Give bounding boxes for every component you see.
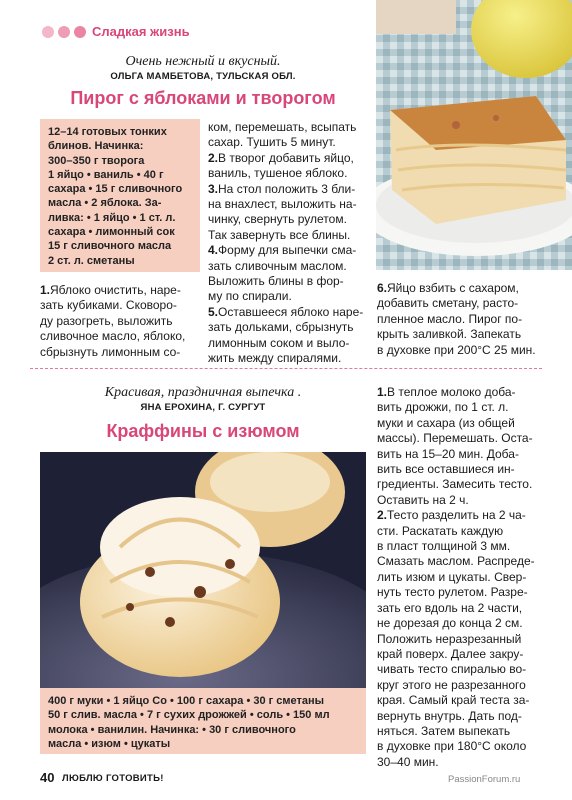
step-text: Оставить на 2 ч. [377,492,469,507]
step-line [40,298,204,313]
step-text: зать кубиками. Сковоро- [40,298,177,313]
step-text: нуть тесто рулетом. Разре- [377,585,528,600]
recipe1-title: Пирог с яблоками и творогом [70,88,336,108]
step-line [208,135,373,150]
step-line [208,212,373,227]
recipe1-ingredients [40,119,200,272]
decor-dot [42,26,54,38]
step-line [377,477,549,492]
step-line [208,320,373,335]
craffin-illustration [40,452,366,688]
step-line [377,585,549,600]
ingredient-line: 15 г сливочного масла [48,240,172,253]
ingredient-line: сахара • лимонный сок [48,226,175,239]
step-line [377,601,549,616]
step-text: пленное масло. Пирог по- [377,311,523,326]
step-line [377,647,549,662]
step-text: вить дрожжи, по 1 ст. л. [377,400,509,415]
step-line [377,554,549,569]
step-text: Так завернуть все блины. [208,227,351,242]
step-text: 30–40 мин. [377,754,439,769]
step-text: в пласт толщиной 3 мм. [377,539,511,554]
step-line [377,296,547,311]
recipe2-author: ЯНА ЕРОХИНА, Г. СУРГУТ [140,402,266,413]
step-line [208,151,373,166]
step-text: крыть заливкой. Запекать [377,327,522,342]
step-line [377,400,549,415]
step-line [208,289,373,304]
magazine-name: ЛЮБЛЮ ГОТОВИТЬ! [62,773,164,784]
step-text: няться. Затем выпекать [377,723,511,738]
step-line [377,343,547,358]
watermark: PassionForum.ru [448,774,521,785]
step-text: ком, перемешать, всыпать [208,120,357,134]
step-text: Выложить блины в фор- [208,274,344,289]
step-text: вить на 15–20 мин. Доба- [377,446,519,461]
step-text: муки и сахара (из общей [377,415,515,430]
step-text: круг этого не разрезанного [377,677,526,692]
step-line [377,312,547,327]
step-text: Форму для выпечки сма- [218,243,357,258]
step-line [40,329,204,344]
step-line [377,281,547,296]
step-line [40,283,204,298]
decor-dot [74,26,86,38]
step-text: В творог добавить яйцо, [218,150,354,165]
step-text: На стол положить 3 бли- [218,181,356,196]
step-text: вернуть внутрь. Дать под- [377,708,522,723]
step-line [208,243,373,258]
step-text: в духовке при 180°С около [377,739,527,754]
step-line [208,228,373,243]
step-text: лимонным соком и выло- [208,335,350,350]
step-text: ваниль, тушеное яблоко. [208,166,348,181]
step-text: В теплое молоко доба- [387,385,516,399]
recipe2-steps [377,385,549,770]
step-line [208,120,373,135]
recipe1-steps-col2 [208,120,373,367]
craffin-photo [40,452,366,688]
step-line [377,739,549,754]
step-number: 1. [377,385,388,399]
step-line [208,197,373,212]
ingredient-line: масла • 2 яблока. За- [48,197,162,210]
step-line [208,305,373,320]
ingredient-line: 300–350 г творога [48,154,145,167]
step-text: Оставшееся яблоко наре- [218,304,364,319]
step-text: сти. Раскатать каждую [377,523,504,538]
ingredient-line: ливка: • 1 яйцо • 1 ст. л. [48,211,176,224]
step-line [208,166,373,181]
recipe1-subtitle: Очень нежный и вкусный. [125,54,281,69]
step-line [377,431,549,446]
step-line [377,493,549,508]
step-number: 4. [208,243,219,258]
step-line [40,314,204,329]
ingredient-line: 1 яйцо • ваниль • 40 г [48,168,164,181]
step-line [377,724,549,739]
step-line [377,678,549,693]
step-text: сбрызнуть лимонным со- [40,344,181,359]
step-text: Положить неразрезанный [377,631,522,646]
recipe2-title: Краффины с изюмом [106,421,300,441]
step-line [377,632,549,647]
step-line [208,274,373,289]
step-line [40,345,204,360]
step-line [377,662,549,677]
step-line [208,182,373,197]
step-text: ду разогреть, выложить [40,313,173,328]
ingredient-line: масла • изюм • цукаты [48,737,171,750]
pie-illustration [376,0,572,270]
step-line [208,336,373,351]
step-text: Яблоко очистить, наре- [50,283,181,297]
step-text: зать дольками, сбрызнуть [208,320,354,335]
recipe1-author: ОЛЬГА МАМБЕТОВА, ТУЛЬСКАЯ ОБЛ. [110,71,296,82]
section-divider [30,368,542,369]
recipe1-steps-col1 [40,283,204,360]
recipe2-ingredients [40,688,366,754]
step-text: му по спирали. [208,289,292,304]
pie-photo [376,0,572,270]
decor-dot [58,26,70,38]
step-text: на внахлест, выложить на- [208,197,357,212]
step-text: край поверх. Далее закру- [377,646,524,661]
step-line [377,327,547,342]
step-text: в духовке при 200°С 25 мин. [377,342,536,357]
step-text: массы). Перемешать. Оста- [377,431,533,446]
ingredient-line: 400 г муки • 1 яйцо Со • 100 г сахара • 30 г сметаны [48,695,325,707]
step-number: 3. [208,181,219,196]
step-line [377,416,549,431]
recipe2-subtitle: Красивая, праздничная выпечка . [104,385,302,400]
page-number: 40 [40,770,55,785]
step-text: Смазать маслом. Распреде- [377,554,535,569]
ingredient-line: 2 ст. л. сметаны [48,254,135,267]
step-text: Тесто разделить на 2 ча- [387,508,526,523]
step-number: 2. [377,508,388,523]
step-line [377,709,549,724]
step-line [208,259,373,274]
step-line [377,508,549,523]
step-line [377,693,549,708]
step-text: зать сливочным маслом. [208,258,347,273]
step-number: 2. [208,150,219,165]
step-text: сливочное масло, яблоко, [40,329,186,344]
ingredient-line: молока • ванилин. Начинка: • 30 г сливочного [48,723,296,736]
ingredient-line: 50 г слив. масла • 7 г сухих дрожжей • соль • 150 мл [48,709,330,722]
ingredient-line: сахара • 15 г сливочного [48,183,183,196]
ingredient-line: блинов. Начинка: [48,140,144,153]
step-text: лить изюм и цукаты. Свер- [377,569,527,584]
step-line [377,616,549,631]
step-line [377,524,549,539]
step-number: 6. [377,281,388,295]
step-line [208,351,373,366]
step-text: жить между спиралями. [208,351,342,366]
step-text: края. Самый край теста за- [377,693,530,708]
step-text: гредиенты. Замесить тесто. [377,477,533,492]
ingredient-line: 12–14 готовых тонких [48,126,167,138]
step-line [377,385,549,400]
step-text: сахар. Тушить 5 минут. [208,135,336,150]
step-text: вить все оставшиеся ин- [377,462,515,477]
step-line [377,462,549,477]
step-line [377,755,549,770]
step-text: Яйцо взбить с сахаром, [387,281,519,295]
step-line [377,447,549,462]
step-text: не дорезая до конца 2 см. [377,616,523,631]
step-text: чинку, свернуть рулетом. [208,212,347,227]
step-number: 1. [40,283,51,297]
section-title: Сладкая жизнь [92,24,190,39]
step-text: добавить сметану, расто- [377,296,519,311]
step-text: чивать тесто спиралью во- [377,662,527,677]
step-line [377,539,549,554]
recipe1-steps-col3 [377,281,547,358]
step-text: зать его вдоль на 2 части, [377,600,523,615]
step-line [377,570,549,585]
section-dots [42,26,86,38]
step-number: 5. [208,304,219,319]
